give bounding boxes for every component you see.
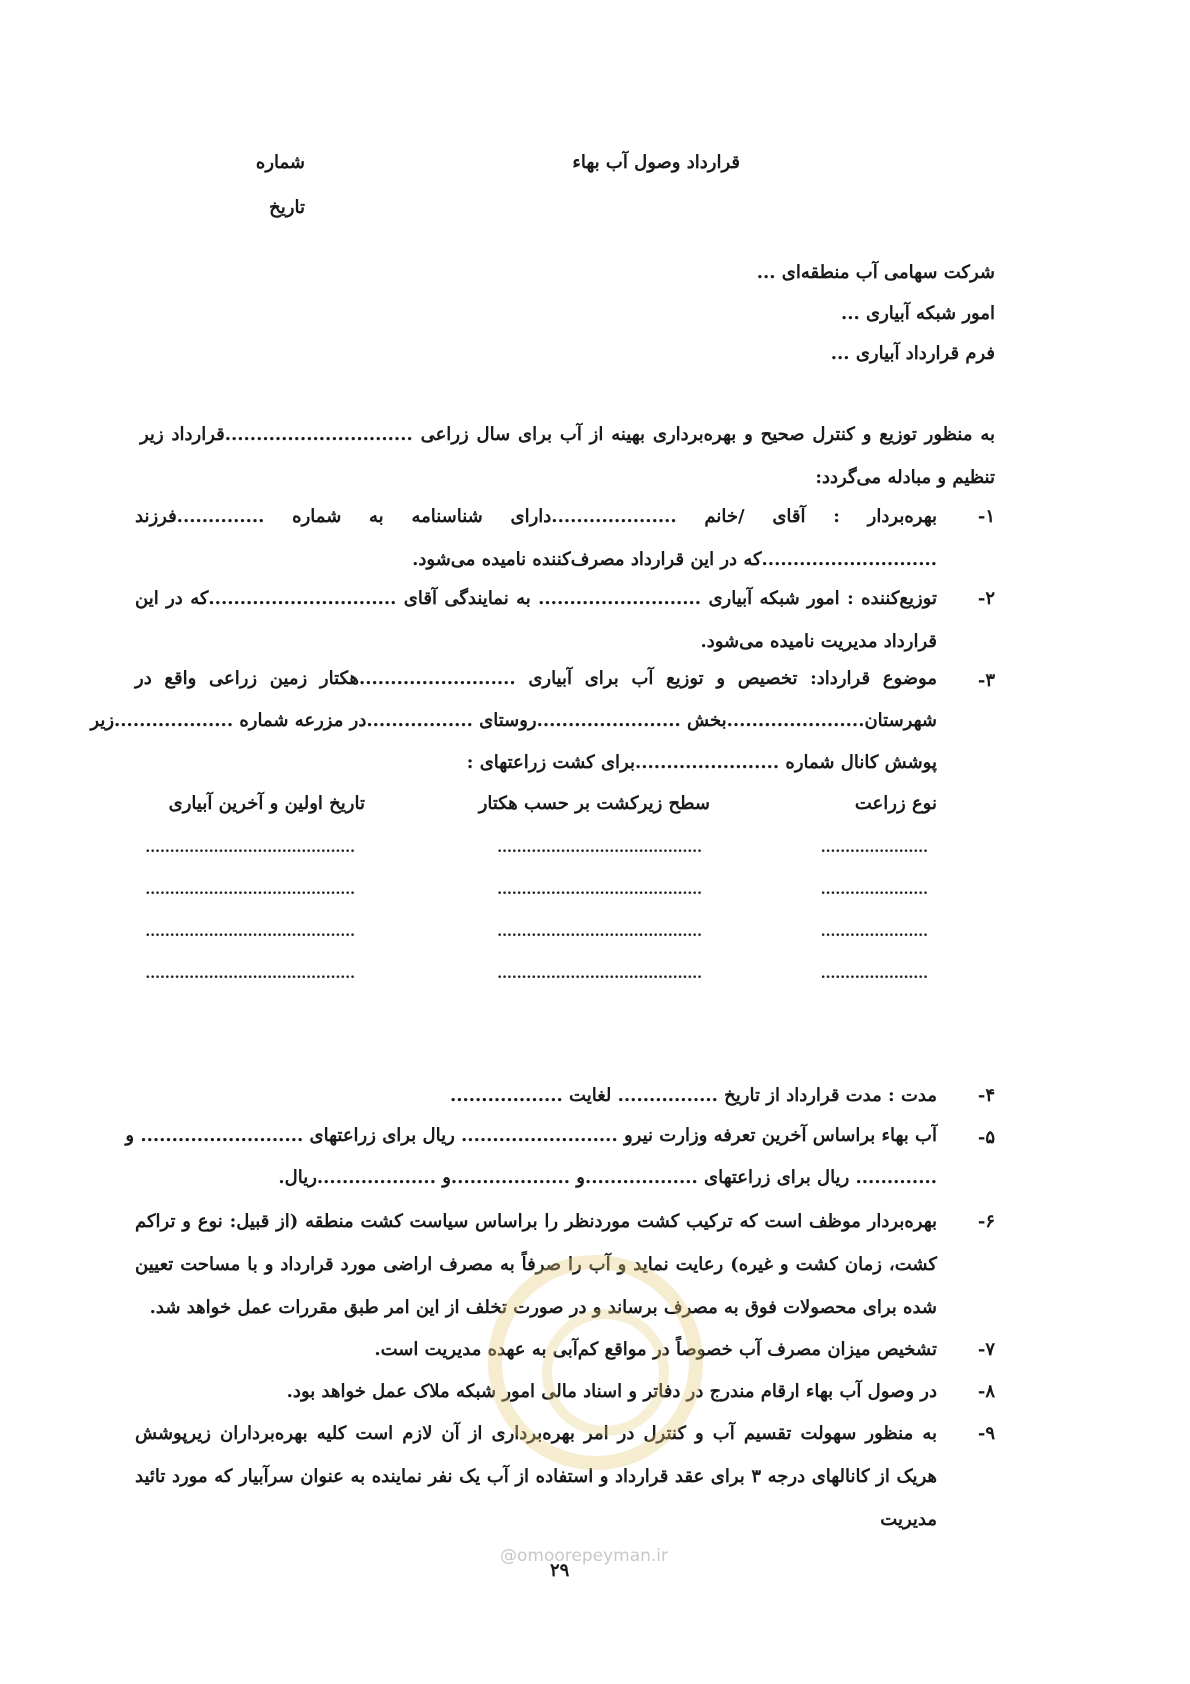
clause-3-line-2: شهرستان......................بخش .......................روستای .................در مزرعه شماره ...................زیر	[90, 710, 937, 731]
clause-number: ۸-	[977, 1381, 995, 1402]
row-1-area: ..........................................	[497, 840, 702, 856]
header-area: سطح زیرکشت بر حسب هکتار	[478, 793, 710, 814]
row-1-crop: ......................	[820, 840, 928, 856]
number-label: شماره	[255, 152, 305, 173]
row-2-dates: ...........................................	[145, 882, 355, 898]
watermark-url: @omoorepeyman.ir	[500, 1546, 669, 1566]
clause-text: در وصول آب بهاء ارقام مندرج در دفاتر و اسناد مالی امور شبکه ملاک عمل خواهد بود.	[286, 1381, 937, 1402]
clause-2	[135, 577, 995, 663]
department-name: امور شبکه آبیاری ...	[840, 303, 995, 324]
row-2-area: ..........................................	[497, 882, 702, 898]
row-2-crop: ......................	[820, 882, 928, 898]
clause-text: مدت : مدت قرارداد از تاریخ ................ لغایت ..................	[449, 1085, 937, 1106]
row-4-dates: ...........................................	[145, 966, 355, 982]
row-3-crop: ......................	[820, 924, 928, 940]
clause-number: ۵-	[977, 1127, 995, 1148]
clause-5-line-2: ............. ریال برای زراعتهای ..................و ...................و ...................ریال.	[278, 1167, 937, 1188]
document-title: قرارداد وصول آب بهاء	[572, 152, 740, 173]
row-3-area: ..........................................	[497, 924, 702, 940]
company-name: شرکت سهامی آب منطقه‌ای ...	[756, 262, 995, 283]
clause-number: ۹-	[977, 1423, 995, 1444]
row-1-dates: ...........................................	[145, 840, 355, 856]
header-crop-type: نوع زراعت	[854, 793, 937, 814]
form-name: فرم قرارداد آبیاری ...	[830, 343, 995, 364]
row-3-dates: ...........................................	[145, 924, 355, 940]
clause-text: به منظور سهولت تقسیم آب و کنترل در امر بهره‌برداری از آن لازم است کلیه بهره‌برداران زیرپوشش هریک از کانالهای درجه ۳ برای عقد قرارداد و استفاده از آب یک نفر نماینده به عنوان سرآبیار که مورد تائید مدیریت	[135, 1423, 937, 1530]
clause-text: بهره‌بردار : آقای /خانم ....................دارای شناسنامه به شماره ..............فرزند ............................که در این قرارداد مصرف‌کننده نامیده می‌شود.	[135, 506, 937, 570]
clause-number: ۴-	[977, 1085, 995, 1106]
clause-text: توزیع‌کننده : امور شبکه آبیاری .......................... به نمایندگی آقای ..............................که در این قرارداد مدیریت نامیده می‌شود.	[135, 588, 937, 652]
header-irrigation-dates: تاریخ اولین و آخرین آبیاری	[168, 793, 365, 814]
clause-1	[135, 495, 995, 581]
row-4-area: ..........................................	[497, 966, 702, 982]
clause-number: ۳-	[977, 670, 995, 691]
row-4-crop: ......................	[820, 966, 928, 982]
clause-5-line-1: آب بهاء براساس آخرین تعرفه وزارت نیرو ......................... ریال برای زراعتهای .......................... و	[125, 1125, 937, 1146]
clause-text: تشخیص میزان مصرف آب خصوصاً در مواقع کم‌آبی به عهده مدیریت است.	[374, 1339, 937, 1360]
clause-number: ۶-	[977, 1211, 995, 1232]
clause-text: بهره‌بردار موظف است که ترکیب کشت موردنظر را براساس سیاست کشت منطقه (از قبیل: نوع و تراکم کشت، زمان کشت و غیره) رعایت نماید و آب را صرفاً به مصرف اراضی مورد قرارداد و با مساحت تعیین شده برای محصولات فوق به مصرف برساند و در صورت تخلف از این امر طبق مقررات عمل خواهد شد.	[135, 1211, 937, 1318]
clause-3-line-1: موضوع قرارداد: تخصیص و توزیع آب برای آبیاری .........................هکتار زمین زراعی واقع در	[135, 668, 937, 689]
intro-paragraph: به منظور توزیع و کنترل صحیح و بهره‌برداری بهینه از آب برای سال زراعی ..............................قرارداد زیر تنظیم و مبادله می‌گردد:	[140, 424, 995, 488]
page-number: ۲۹	[550, 1560, 570, 1581]
clause-number: ۱-	[977, 506, 995, 527]
clause-3-line-3: پوشش کانال شماره .......................برای کشت زراعتهای :	[466, 752, 937, 773]
watermark-seal-icon	[488, 1255, 703, 1470]
date-label: تاریخ	[269, 197, 305, 218]
clause-number: ۷-	[977, 1339, 995, 1360]
clause-4	[135, 1074, 995, 1117]
clause-number: ۲-	[977, 588, 995, 609]
